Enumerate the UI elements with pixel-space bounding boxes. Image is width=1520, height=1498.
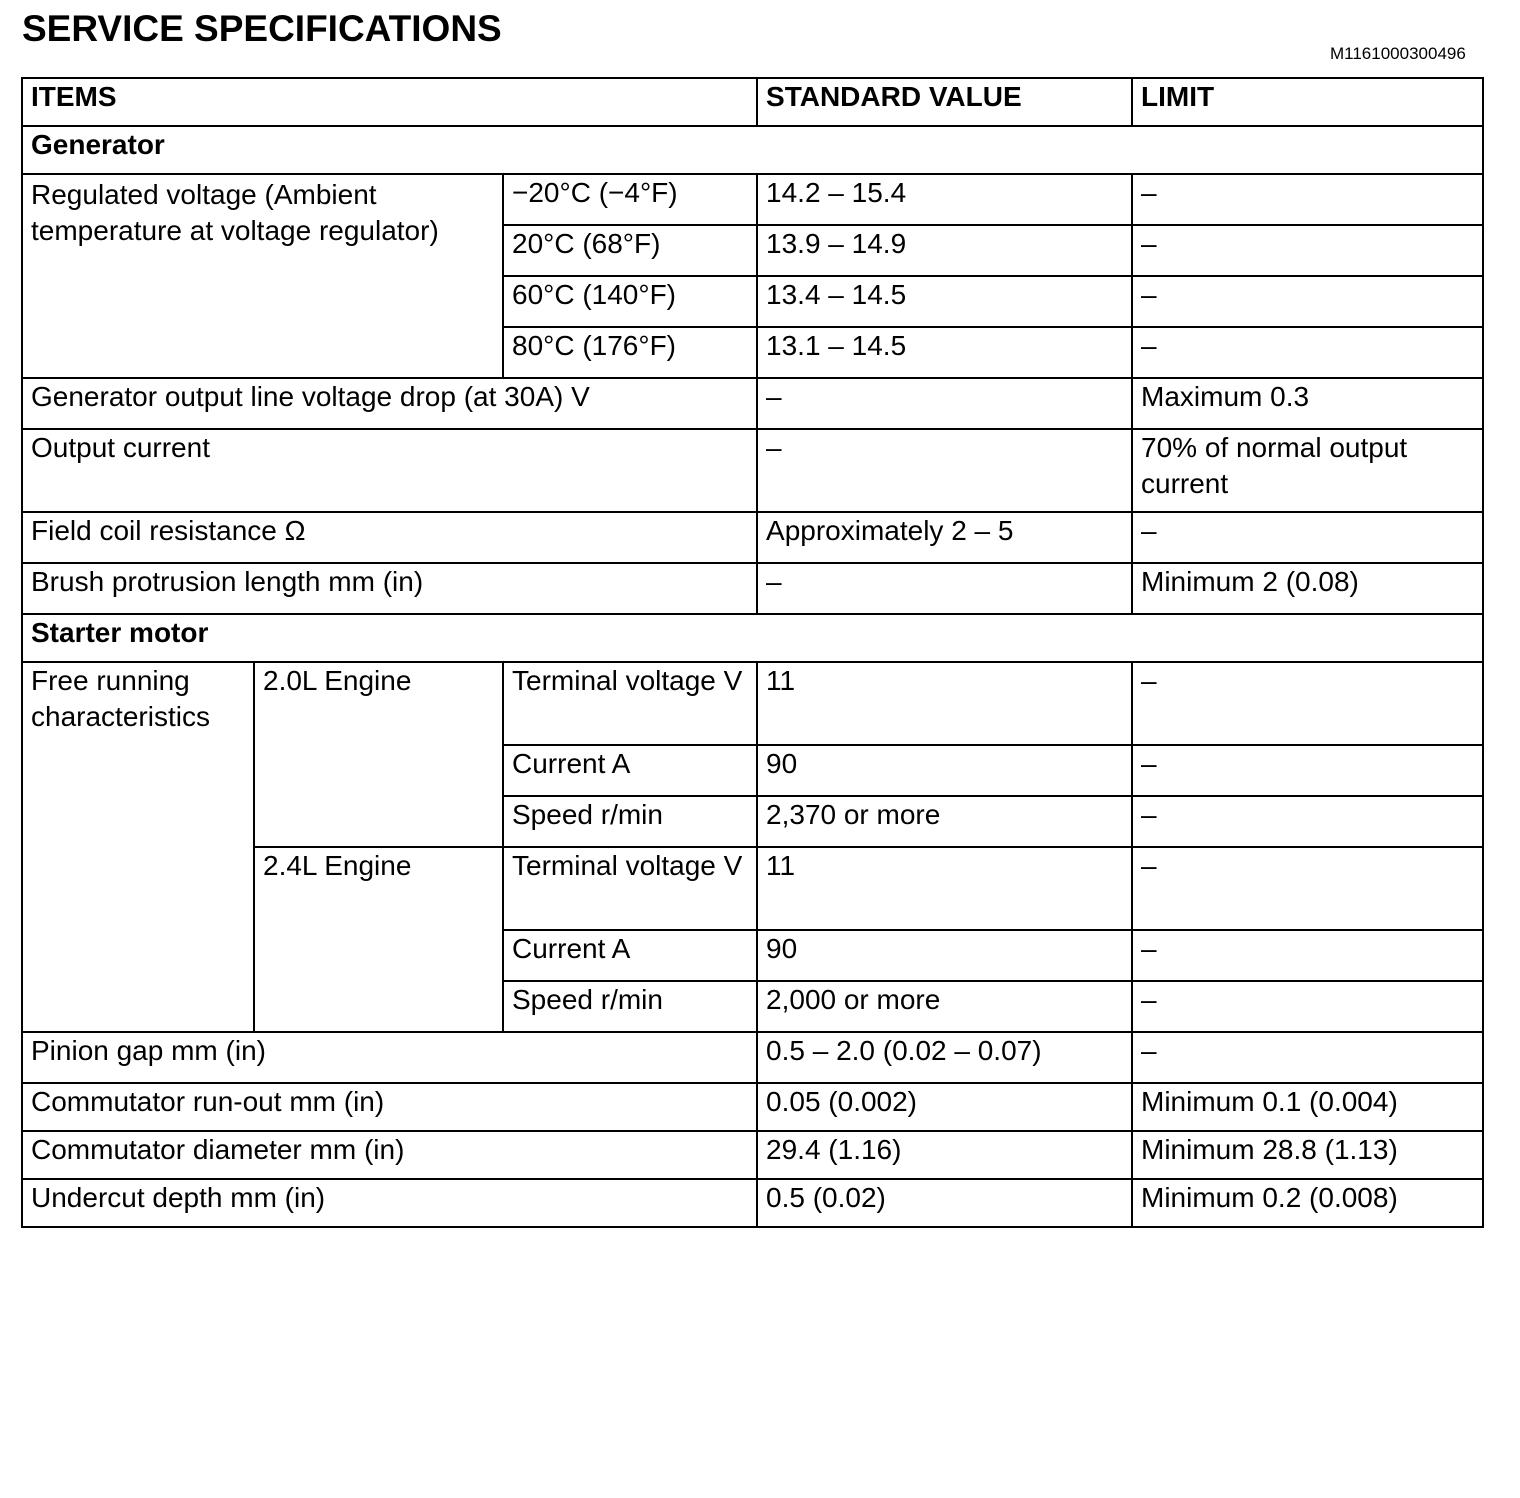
standard-value-cell: 0.05 (0.002) — [757, 1083, 1132, 1131]
standard-value-cell: 90 — [757, 930, 1132, 981]
param-cell: Speed r/min — [503, 981, 757, 1032]
standard-value-cell: 2,370 or more — [757, 796, 1132, 847]
standard-value-cell: Approximately 2 – 5 — [757, 512, 1132, 563]
standard-value-cell: 14.2 – 15.4 — [757, 174, 1132, 225]
temp-cell: 60°C (140°F) — [503, 276, 757, 327]
table-row — [22, 563, 1483, 614]
section-generator: Generator — [22, 126, 1483, 174]
standard-value-cell: 0.5 (0.02) — [757, 1179, 1132, 1227]
param-cell: Terminal voltage V — [503, 662, 757, 745]
limit-cell: 70% of normal output current — [1132, 429, 1483, 512]
param-cell: Speed r/min — [503, 796, 757, 847]
limit-cell: Maximum 0.3 — [1132, 378, 1483, 429]
limit-cell: – — [1132, 745, 1483, 796]
service-specifications-table — [21, 77, 1484, 1228]
param-cell: Terminal voltage V — [503, 847, 757, 930]
standard-value-cell: 13.4 – 14.5 — [757, 276, 1132, 327]
page-title: SERVICE SPECIFICATIONS — [22, 8, 502, 49]
limit-cell: – — [1132, 174, 1483, 225]
standard-value-cell: 11 — [757, 662, 1132, 745]
standard-value-cell: 29.4 (1.16) — [757, 1131, 1132, 1179]
table-row — [22, 1032, 1483, 1083]
standard-value-cell: 90 — [757, 745, 1132, 796]
table-row — [22, 512, 1483, 563]
temp-cell: 20°C (68°F) — [503, 225, 757, 276]
standard-value-cell: 13.9 – 14.9 — [757, 225, 1132, 276]
table-row — [22, 378, 1483, 429]
table-row — [22, 429, 1483, 512]
document-code: M1161000300496 — [1330, 44, 1466, 63]
standard-value-cell: 2,000 or more — [757, 981, 1132, 1032]
free-running-label: Free running characteristics — [22, 662, 254, 1032]
limit-cell: – — [1132, 662, 1483, 745]
table-row — [22, 1083, 1483, 1131]
limit-cell: – — [1132, 276, 1483, 327]
limit-cell: – — [1132, 981, 1483, 1032]
item-cell: Field coil resistance Ω — [22, 512, 757, 563]
limit-cell: – — [1132, 1032, 1483, 1083]
engine-label: 2.0L Engine — [254, 662, 503, 847]
header-standard-value: STANDARD VALUE — [757, 78, 1132, 126]
limit-cell: – — [1132, 930, 1483, 981]
standard-value-cell: – — [757, 563, 1132, 614]
section-starter-motor: Starter motor — [22, 614, 1483, 662]
standard-value-cell: 0.5 – 2.0 (0.02 – 0.07) — [757, 1032, 1132, 1083]
temp-cell: −20°C (−4°F) — [503, 174, 757, 225]
table-header-row — [22, 78, 1483, 126]
header-items: ITEMS — [22, 78, 757, 126]
standard-value-cell: 13.1 – 14.5 — [757, 327, 1132, 378]
limit-cell: – — [1132, 327, 1483, 378]
table-row — [22, 662, 1483, 745]
param-cell: Current A — [503, 930, 757, 981]
standard-value-cell: – — [757, 378, 1132, 429]
table-row — [22, 1131, 1483, 1179]
limit-cell: – — [1132, 225, 1483, 276]
item-cell: Generator output line voltage drop (at 30A) V — [22, 378, 757, 429]
standard-value-cell: – — [757, 429, 1132, 512]
item-cell: Brush protrusion length mm (in) — [22, 563, 757, 614]
param-cell: Current A — [503, 745, 757, 796]
limit-cell: – — [1132, 512, 1483, 563]
table-row — [22, 1179, 1483, 1227]
section-row-generator — [22, 126, 1483, 174]
regulated-voltage-label: Regulated voltage (Ambient temperature at voltage regulator) — [22, 174, 503, 378]
table-row — [22, 174, 1483, 225]
header-limit: LIMIT — [1132, 78, 1483, 126]
limit-cell: – — [1132, 796, 1483, 847]
temp-cell: 80°C (176°F) — [503, 327, 757, 378]
item-cell: Pinion gap mm (in) — [22, 1032, 757, 1083]
item-cell: Commutator diameter mm (in) — [22, 1131, 757, 1179]
limit-cell: Minimum 0.1 (0.004) — [1132, 1083, 1483, 1131]
standard-value-cell: 11 — [757, 847, 1132, 930]
section-row-starter-motor — [22, 614, 1483, 662]
limit-cell: – — [1132, 847, 1483, 930]
limit-cell: Minimum 28.8 (1.13) — [1132, 1131, 1483, 1179]
engine-label: 2.4L Engine — [254, 847, 503, 1032]
item-cell: Undercut depth mm (in) — [22, 1179, 757, 1227]
item-cell: Output current — [22, 429, 757, 512]
limit-cell: Minimum 0.2 (0.008) — [1132, 1179, 1483, 1227]
limit-cell: Minimum 2 (0.08) — [1132, 563, 1483, 614]
item-cell: Commutator run-out mm (in) — [22, 1083, 757, 1131]
